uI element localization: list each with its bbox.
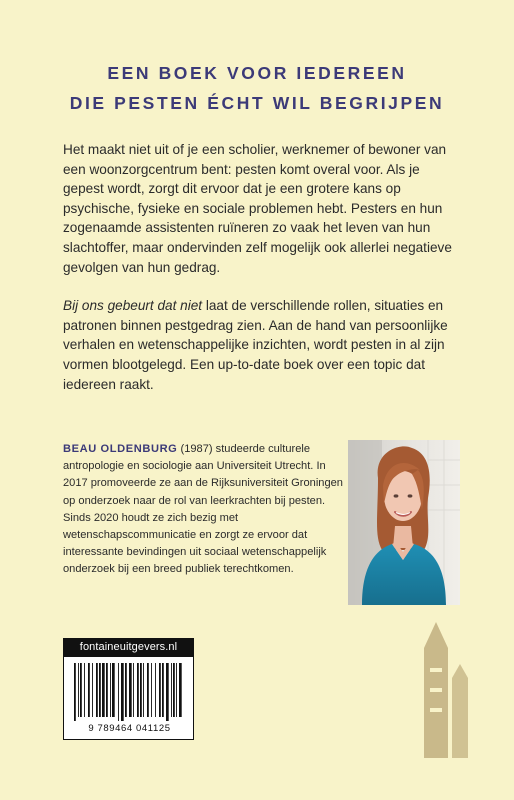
- barcode-bar: [147, 663, 149, 717]
- barcode-bar: [102, 663, 105, 717]
- author-name: BEAU OLDENBURG: [63, 443, 178, 455]
- blurb-paragraph-1: Het maakt niet uit of je een scholier, werknemer of bewoner van een woonzorgcentrum bent: pesten komt overal voor. Als je gepest wordt, zorgt dit ervoor dat je een grotere kans op psychische, fysieke en sociale problemen hebt. Pesters en hun zogenaamde assistenten ruïneren zo vaak het leven van hun slachtoffer, maar ondervinden zelf mogelijk ook allerlei negatieve gevolgen van hun gedrag.: [63, 142, 452, 275]
- barcode-bar: [151, 663, 152, 717]
- barcode-bar: [99, 663, 101, 717]
- barcode-bar: [171, 663, 172, 717]
- barcode-bar: [133, 663, 134, 717]
- barcode-bar: [179, 663, 182, 717]
- barcode-bar: [166, 663, 169, 721]
- barcode-bar: [137, 663, 139, 717]
- barcode-bar: [74, 663, 76, 721]
- barcode-bar: [112, 663, 115, 717]
- barcode-bar: [84, 663, 85, 717]
- barcode-bar: [125, 663, 127, 717]
- barcode-bar: [78, 663, 79, 717]
- headline-line-2: DIE PESTEN ÉCHT WIL BEGRIJPEN: [69, 93, 445, 113]
- barcode-bar: [176, 663, 177, 717]
- nur-category-logo: [416, 608, 476, 758]
- barcode-bar: [80, 663, 82, 717]
- headline: [0, 58, 514, 118]
- blurb-paragraph-2: [63, 296, 463, 394]
- barcode-bar: [118, 663, 119, 721]
- barcode-bar: [162, 663, 164, 717]
- author-bio: [63, 441, 345, 579]
- blurb: [63, 140, 463, 413]
- barcode-bar: [110, 663, 111, 717]
- barcode-bar: [173, 663, 175, 717]
- author-photo: [348, 440, 460, 605]
- barcode-bars: [72, 663, 187, 721]
- nur-logo-icon: [416, 608, 476, 758]
- author-bio-text: (1987) studeerde culturele antropologie en sociologie aan Universiteit Utrecht. In 2017 promoveerde ze aan de Rijksuniversiteit Groningen op onderzoek naar de rol van leerkrachten bij pesten. Sinds 2020 houdt ze zich bezig met wetenschapscommunicatie en zorgt ze ervoor dat interessante bevindingen uit sociaal wetenschappelijk onderzoek bij een breed publiek terechtkomen.: [63, 443, 343, 576]
- headline-line-1: EEN BOEK VOOR IEDEREEN: [107, 63, 407, 83]
- barcode-bar: [96, 663, 98, 717]
- book-title: Bij ons gebeurt dat niet: [63, 298, 203, 314]
- blurb-paragraph-2-text: laat de verschillende rollen, situaties en patronen binnen pestgedrag zien. Aan de hand van persoonlijke verhalen en wetenschappelijke inzichten, wordt pesten in al zijn vormen blootgelegd. Een up-to-date boek over een topic dat iedereen raakt.: [63, 298, 448, 392]
- isbn-number: 9 789464 041125: [88, 723, 171, 734]
- barcode-bar: [140, 663, 142, 717]
- author-photo-illustration: [348, 440, 460, 605]
- barcode-bar: [143, 663, 144, 717]
- barcode-bar: [159, 663, 161, 717]
- barcode-bar: [92, 663, 93, 717]
- barcode-bar: [88, 663, 90, 717]
- isbn-barcode: [63, 656, 194, 740]
- barcode-bar: [106, 663, 108, 717]
- barcode-bar: [121, 663, 124, 721]
- publisher-url: fontaineuitgevers.nl: [63, 638, 194, 656]
- barcode-bar: [155, 663, 156, 717]
- barcode-bar: [129, 663, 132, 717]
